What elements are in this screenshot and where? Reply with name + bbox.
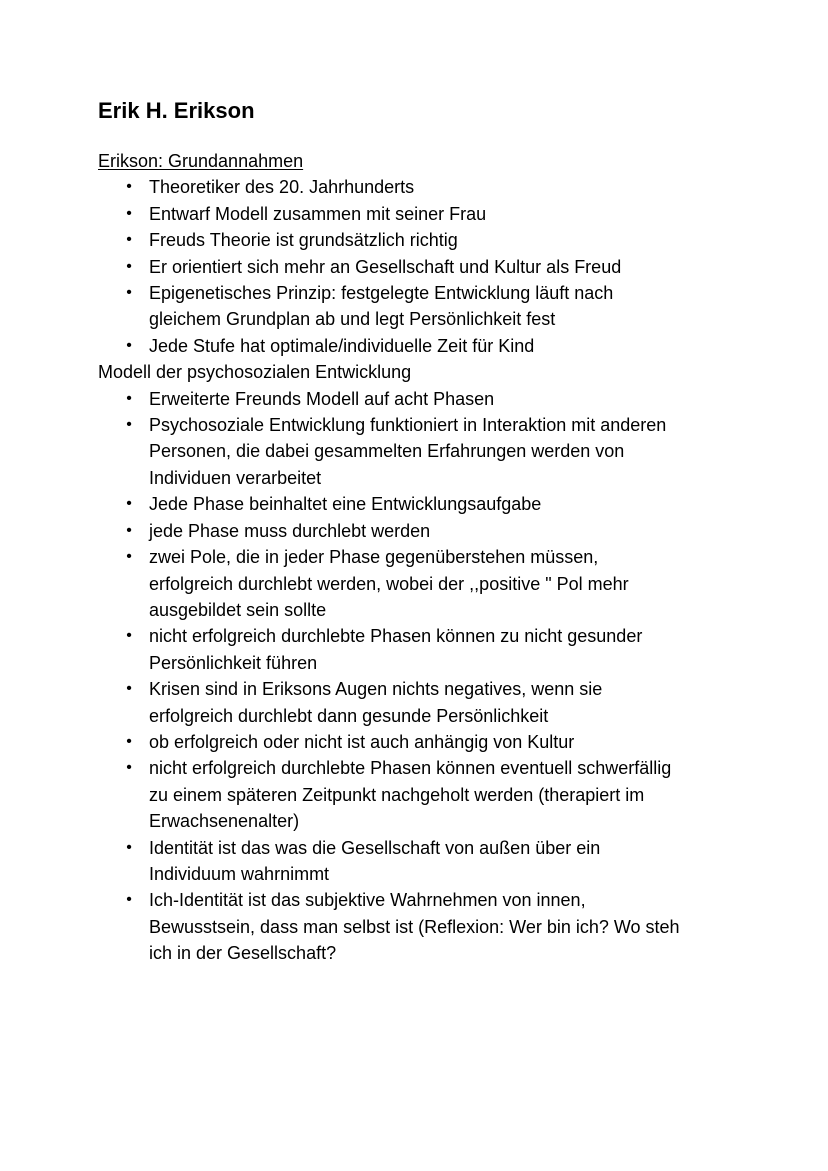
bullet-item <box>98 201 758 227</box>
bullet-text-line: Identität ist das was die Gesellschaft von außen über ein <box>149 837 601 858</box>
bullet-item <box>98 835 758 888</box>
bullet-icon: • <box>126 257 132 275</box>
bullet-text-line: gleichem Grundplan ab und legt Persönlichkeit fest <box>149 309 556 330</box>
bullet-text-line: jede Phase muss durchlebt werden <box>149 520 431 541</box>
bullet-icon: • <box>126 231 132 249</box>
bullet-text-line: ob erfolgreich oder nicht ist auch anhängig von Kultur <box>149 731 575 752</box>
bullet-item <box>98 227 758 253</box>
bullet-text-line: Epigenetisches Prinzip: festgelegte Entwicklung läuft nach <box>149 283 614 304</box>
bullet-text-line: ich in der Gesellschaft? <box>149 943 337 964</box>
bullet-item <box>98 280 758 333</box>
bullet-text-line: Erwachsenenalter) <box>149 811 300 832</box>
bullet-icon: • <box>126 680 132 698</box>
bullet-text-line: ausgebildet sein sollte <box>149 599 327 620</box>
bullet-item <box>98 491 758 517</box>
bullet-text-line: Ich-Identität ist das subjektive Wahrnehmen von innen, <box>149 890 586 911</box>
bullet-text-line: nicht erfolgreich durchlebte Phasen können zu nicht gesunder <box>149 626 643 647</box>
bullet-icon: • <box>126 732 132 750</box>
bullet-text-line: erfolgreich durchlebt dann gesunde Persönlichkeit <box>149 705 549 726</box>
bullet-icon: • <box>126 548 132 566</box>
bullet-text-line: Krisen sind in Eriksons Augen nichts negatives, wenn sie <box>149 679 603 700</box>
bullet-item <box>98 174 758 200</box>
bullet-icon: • <box>126 495 132 513</box>
bullet-text-line: Individuen verarbeitet <box>149 467 322 488</box>
bullet-item <box>98 729 758 755</box>
bullet-icon: • <box>126 759 132 777</box>
bullet-item <box>98 755 758 834</box>
bullet-text-line: Freuds Theorie ist grundsätzlich richtig <box>149 230 458 251</box>
bullet-item <box>98 412 758 491</box>
bullet-text-line: Bewusstsein, dass man selbst ist (Reflexion: Wer bin ich? Wo steh <box>149 916 680 937</box>
bullet-icon: • <box>126 178 132 196</box>
bullet-icon: • <box>126 336 132 354</box>
bullet-icon: • <box>126 891 132 909</box>
bullet-text-line: Personen, die dabei gesammelten Erfahrungen werden von <box>149 441 625 462</box>
bullet-item <box>98 676 758 729</box>
bullet-text-line: zu einem späteren Zeitpunkt nachgeholt werden (therapiert im <box>149 784 645 805</box>
bullet-icon: • <box>126 838 132 856</box>
section-heading: Modell der psychosozialen Entwicklung <box>98 362 412 383</box>
bullet-text-line: Individuum wahrnimmt <box>149 863 330 884</box>
bullet-text-line: zwei Pole, die in jeder Phase gegenüberstehen müssen, <box>149 547 599 568</box>
bullet-item <box>98 518 758 544</box>
document-body <box>98 148 758 967</box>
bullet-icon: • <box>126 416 132 434</box>
bullet-icon: • <box>126 521 132 539</box>
bullet-item <box>98 333 758 359</box>
bullet-item <box>98 544 758 623</box>
bullet-text-line: Jede Stufe hat optimale/individuelle Zeit für Kind <box>149 335 535 356</box>
bullet-text-line: Er orientiert sich mehr an Gesellschaft und Kultur als Freud <box>149 256 622 277</box>
bullet-icon: • <box>126 627 132 645</box>
section-heading: Erikson: Grundannahmen <box>98 151 304 171</box>
bullet-icon: • <box>126 284 132 302</box>
bullet-item <box>98 623 758 676</box>
bullet-list <box>98 174 758 359</box>
bullet-icon: • <box>126 204 132 222</box>
bullet-text-line: Theoretiker des 20. Jahrhunderts <box>149 177 415 198</box>
page-title: Erik H. Erikson <box>98 98 255 123</box>
bullet-text-line: Psychosoziale Entwicklung funktioniert in Interaktion mit anderen <box>149 415 667 436</box>
bullet-item <box>98 254 758 280</box>
bullet-text-line: Erweiterte Freunds Modell auf acht Phasen <box>149 388 495 409</box>
bullet-item <box>98 887 758 966</box>
bullet-text-line: Entwarf Modell zusammen mit seiner Frau <box>149 203 487 224</box>
bullet-icon: • <box>126 389 132 407</box>
bullet-list <box>98 386 758 967</box>
bullet-text-line: nicht erfolgreich durchlebte Phasen können eventuell schwerfällig <box>149 758 672 779</box>
bullet-text-line: Persönlichkeit führen <box>149 652 318 673</box>
bullet-item <box>98 386 758 412</box>
bullet-text-line: Jede Phase beinhaltet eine Entwicklungsaufgabe <box>149 494 542 515</box>
bullet-text-line: erfolgreich durchlebt werden, wobei der ,,positive " Pol mehr <box>149 573 629 594</box>
